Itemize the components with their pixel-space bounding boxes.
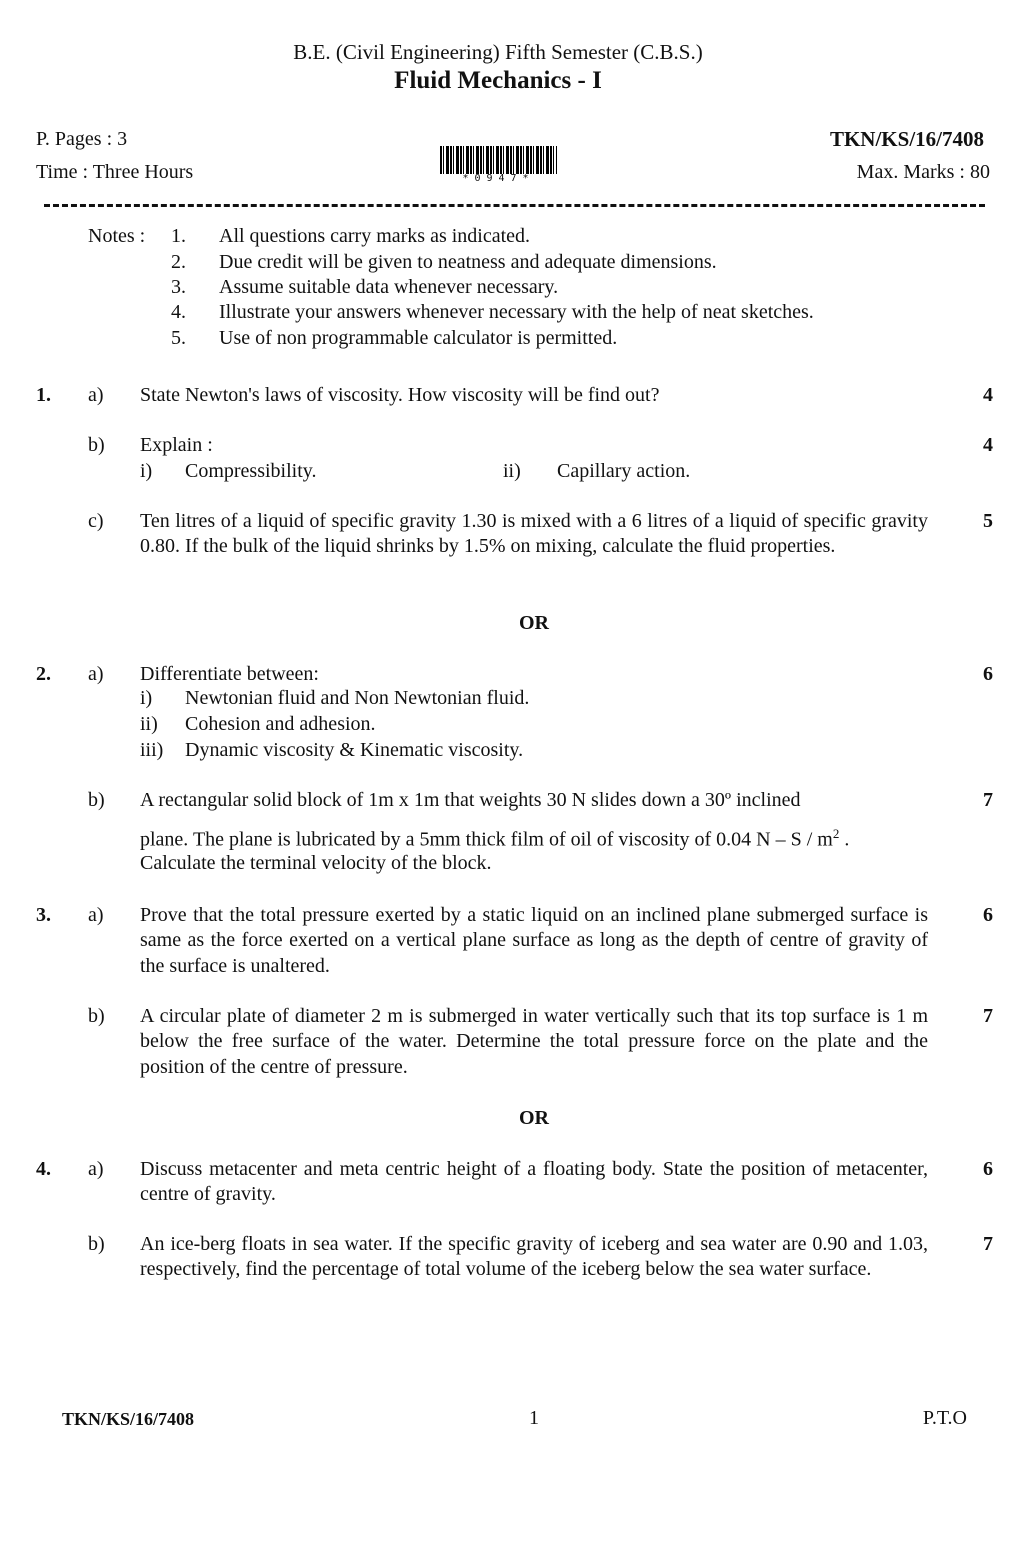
- question-number: 2.: [36, 663, 51, 685]
- sub-text: Capillary action.: [557, 460, 691, 482]
- marks: 6: [983, 904, 993, 926]
- sub-label: ii): [140, 713, 158, 735]
- question-number: 3.: [36, 904, 51, 926]
- sub-label: i): [140, 460, 153, 482]
- barcode: [440, 146, 557, 174]
- question-text: Discuss metacenter and meta centric height of a floating body. State the position of metacenter, centre of gravity.: [140, 1158, 928, 1206]
- marks: 7: [983, 1005, 993, 1027]
- pto: P.T.O: [922, 1407, 967, 1429]
- sub-text: Cohesion and adhesion.: [185, 713, 376, 735]
- question-text: Explain :: [140, 434, 213, 456]
- marks: 7: [983, 1233, 993, 1255]
- paper-code: TKN/KS/16/7408: [829, 127, 984, 151]
- part-label: b): [88, 1233, 105, 1255]
- part-label: a): [88, 384, 104, 406]
- part-label: a): [88, 1158, 104, 1180]
- or-separator: OR: [519, 1107, 549, 1129]
- notes-label: Notes :: [88, 225, 146, 247]
- part-label: a): [88, 904, 104, 926]
- question-text: State Newton's laws of viscosity. How viscosity will be find out?: [140, 384, 660, 406]
- note-number: 5.: [171, 327, 186, 349]
- question-text: Differentiate between:: [140, 663, 319, 685]
- max-marks: Max. Marks : 80: [856, 161, 990, 183]
- page-count: P. Pages : 3: [36, 128, 128, 150]
- note-text: Due credit will be given to neatness and adequate dimensions.: [219, 251, 717, 273]
- note-text: Illustrate your answers whenever necessary with the help of neat sketches.: [219, 301, 814, 323]
- question-text: Calculate the terminal velocity of the block.: [140, 852, 492, 874]
- question-text: A circular plate of diameter 2 m is submerged in water vertically such that its top surface is 1 m below the free surface of the water. Determine the total pressure force on the plate and the position of the centre of pressure.: [140, 1005, 928, 1078]
- question-number: 4.: [36, 1158, 51, 1180]
- marks: 4: [983, 384, 993, 406]
- barcode-text: *0947*: [462, 173, 535, 184]
- question-text: plane. The plane is lubricated by a 5mm thick film of oil of viscosity of: [140, 828, 717, 851]
- part-label: a): [88, 663, 104, 685]
- page-number: 1: [529, 1407, 539, 1429]
- sub-label: ii): [503, 460, 521, 482]
- course-title: B.E. (Civil Engineering) Fifth Semester (C.B.S.): [293, 40, 703, 64]
- footer-code: TKN/KS/16/7408: [62, 1409, 195, 1429]
- note-text: Use of non programmable calculator is permitted.: [219, 327, 618, 349]
- note-text: All questions carry marks as indicated.: [219, 225, 531, 247]
- sub-label: iii): [140, 739, 164, 761]
- part-label: c): [88, 510, 104, 532]
- note-number: 1.: [171, 225, 186, 247]
- sub-text: Dynamic viscosity & Kinematic viscosity.: [185, 739, 524, 761]
- question-text: Prove that the total pressure exerted by a static liquid on an inclined plane submerged surface is same as the force exerted on a vertical plane surface as long as the depth of centre of gravity of the surface is unaltered.: [140, 904, 928, 977]
- marks: 6: [983, 1158, 993, 1180]
- note-number: 4.: [171, 301, 186, 323]
- marks: 5: [983, 510, 993, 532]
- question-number: 1.: [36, 384, 51, 406]
- marks: 4: [983, 434, 993, 456]
- part-label: b): [88, 789, 105, 811]
- sub-label: i): [140, 687, 153, 709]
- exponent: 2: [832, 826, 840, 841]
- question-text: Ten litres of a liquid of specific gravity 1.30 is mixed with a 6 litres of a liquid of specific gravity 0.80. If the bulk of the liquid shrinks by 1.5% on mixing, calculate the fluid properties.: [140, 510, 928, 558]
- marks: 7: [983, 789, 993, 811]
- question-text: An ice-berg floats in sea water. If the specific gravity of iceberg and sea water are 0.90 and 1.03, respectively, find the percentage of total volume of the iceberg below the sea water surface.: [140, 1233, 928, 1281]
- part-label: b): [88, 434, 105, 456]
- marks: 6: [983, 663, 993, 685]
- note-text: Assume suitable data whenever necessary.: [219, 276, 559, 298]
- time: Time : Three Hours: [36, 161, 194, 183]
- punctuation: .: [839, 828, 850, 851]
- sub-text: Newtonian fluid and Non Newtonian fluid.: [185, 687, 530, 709]
- note-number: 2.: [171, 251, 186, 273]
- divider: [44, 204, 985, 207]
- note-number: 3.: [171, 276, 186, 298]
- question-text: A rectangular solid block of 1m x 1m that weights 30 N slides down a 30º inclined: [140, 789, 801, 811]
- paper-title: Fluid Mechanics - I: [394, 67, 602, 94]
- question-text-line: [140, 822, 849, 852]
- viscosity-unit: 0.04 N – S / m: [716, 828, 833, 851]
- sub-text: Compressibility.: [185, 460, 317, 482]
- part-label: b): [88, 1005, 105, 1027]
- or-separator: OR: [519, 612, 549, 634]
